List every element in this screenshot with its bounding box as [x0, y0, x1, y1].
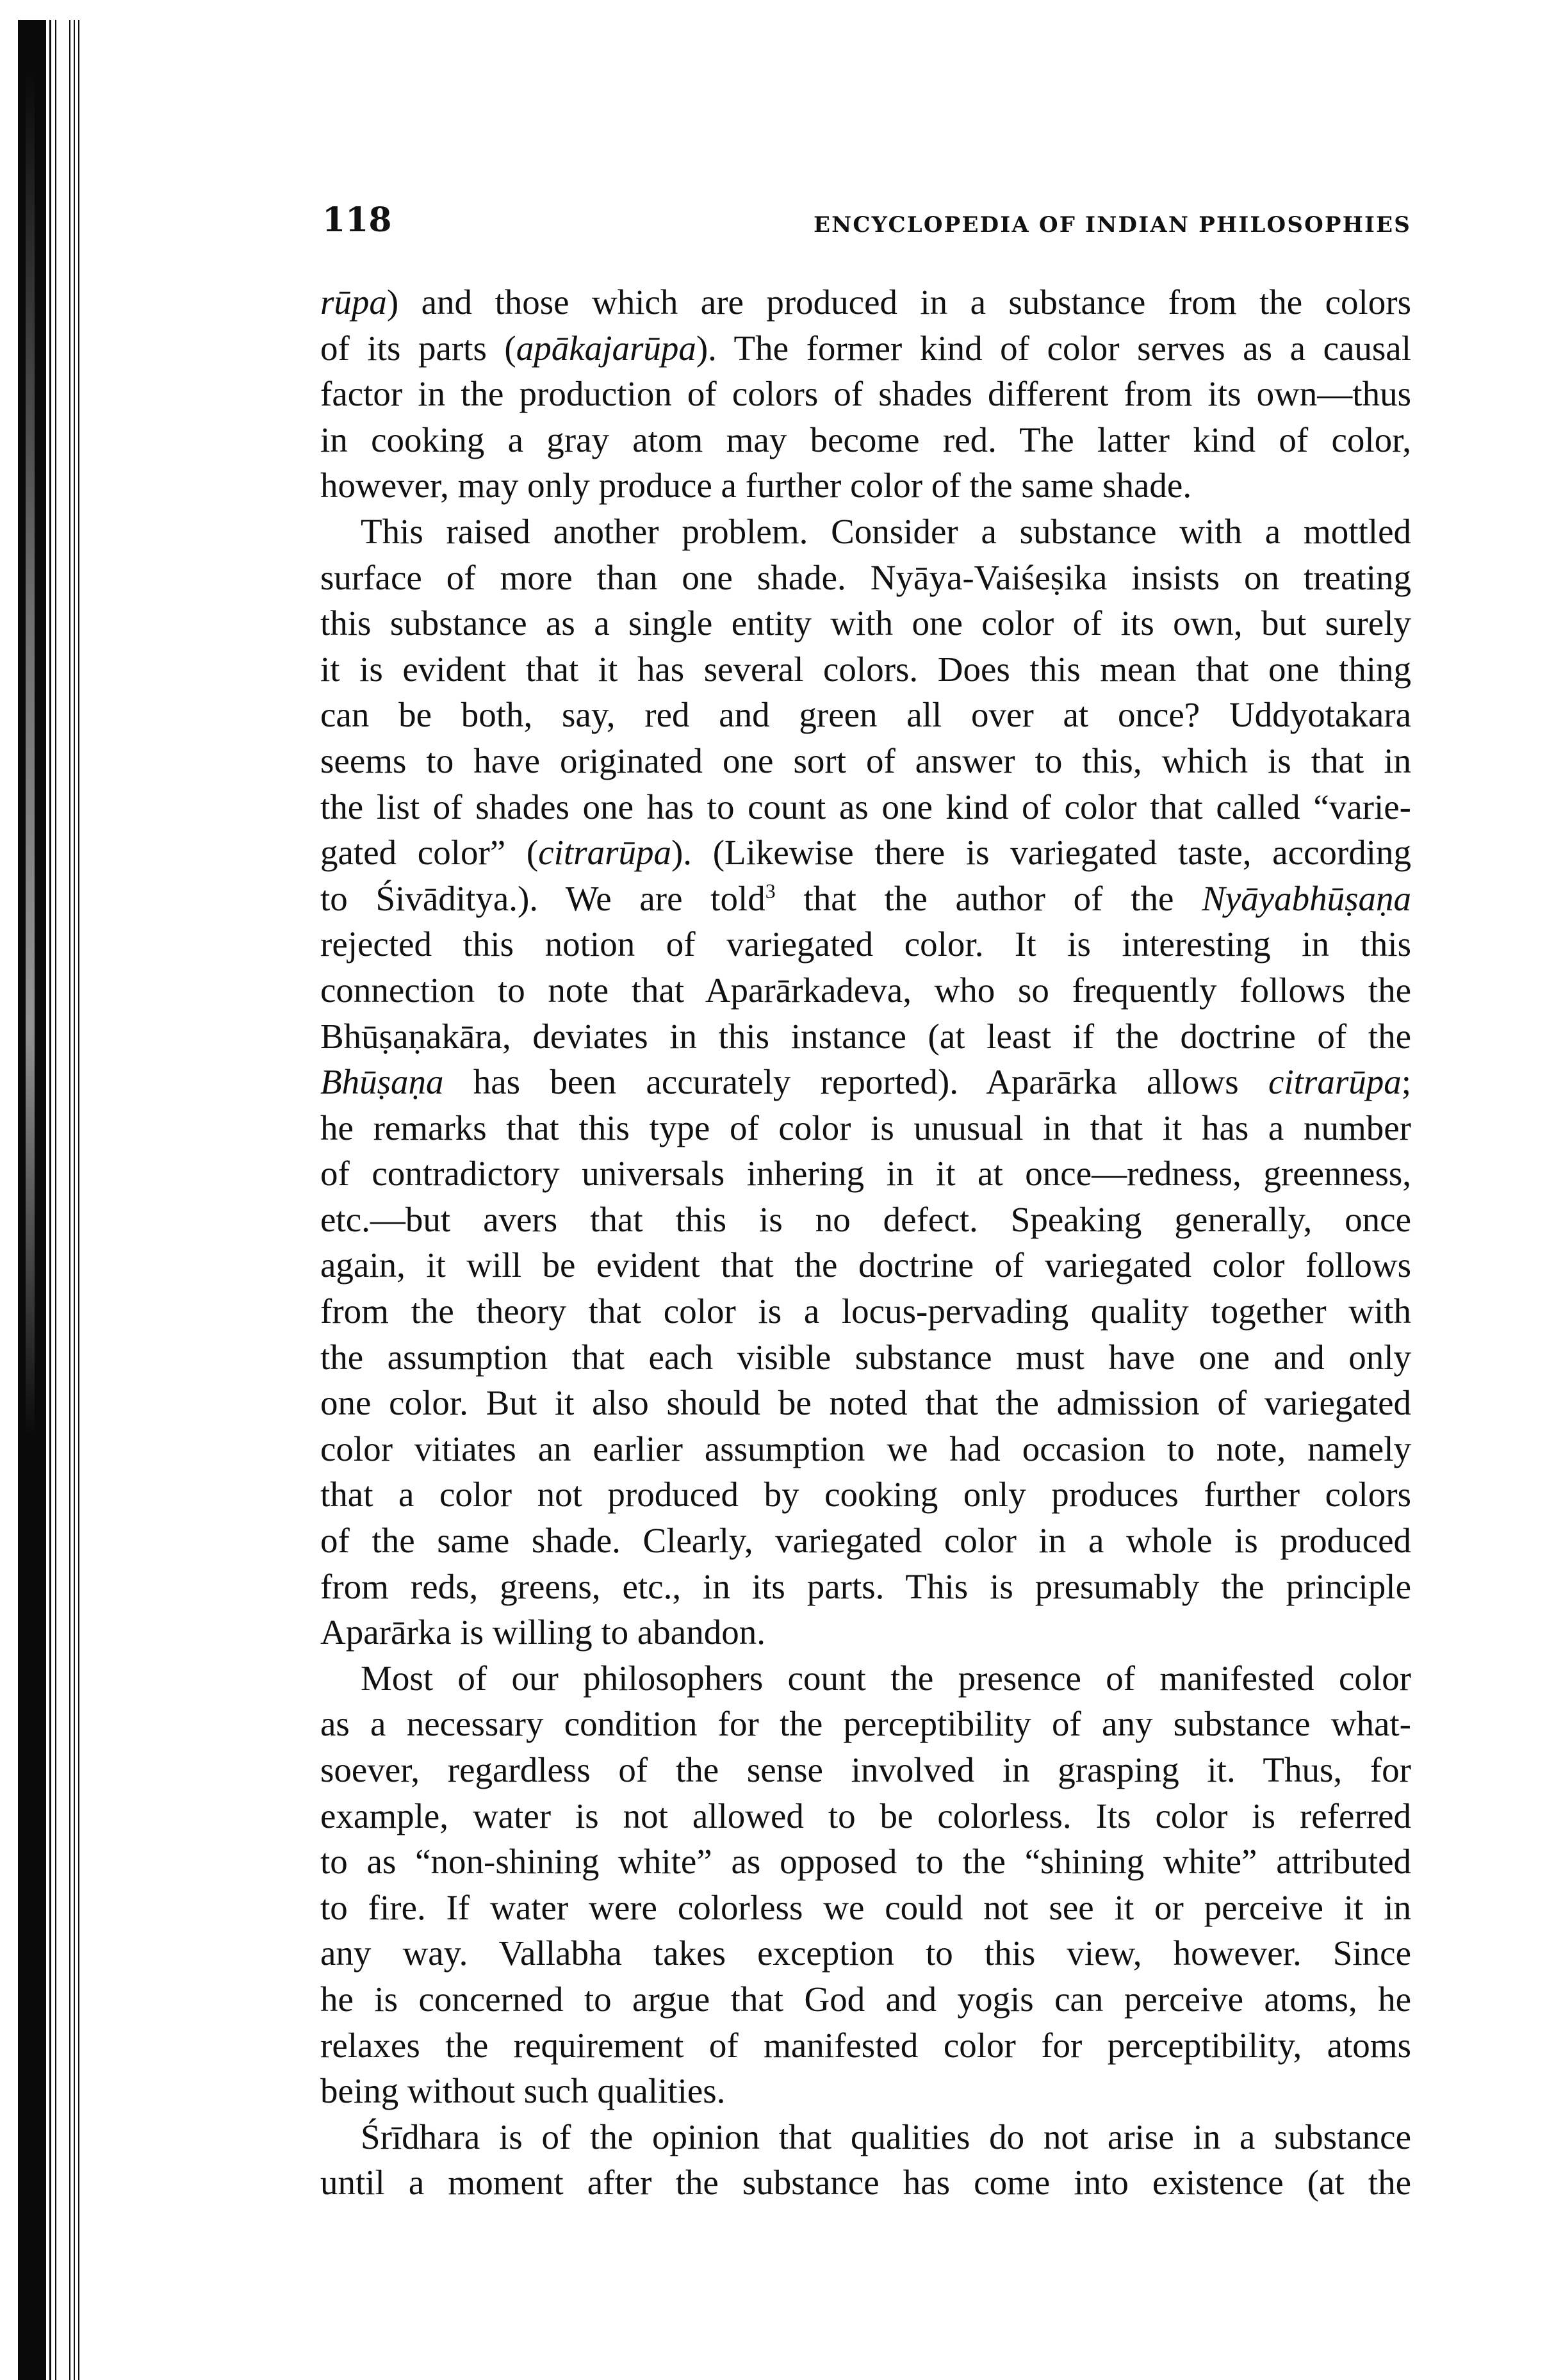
text-line	[320, 2160, 1411, 2206]
text-run: seems to have originated one sort of answer to this, which is that in	[320, 741, 1411, 780]
text-run: color vitiates an earlier assumption we had occasion to note, namely	[320, 1429, 1411, 1468]
binding-rule	[49, 20, 51, 2380]
text-line	[320, 1472, 1411, 1518]
text-line	[320, 1105, 1411, 1151]
text-run: this substance as a single entity with one color of its own, but surely	[320, 603, 1411, 643]
text-line	[320, 279, 1411, 325]
text-line	[320, 325, 1411, 372]
text-line	[320, 1518, 1411, 1564]
text-line	[320, 371, 1411, 417]
body-text	[320, 279, 1411, 2206]
text-line	[320, 692, 1411, 738]
text-run: from reds, greens, etc., in its parts. This is presumably the principle	[320, 1566, 1411, 1606]
text-run: any way. Vallabha takes exception to this view, however. Since	[320, 1933, 1411, 1973]
text-run: that the author of the	[775, 878, 1202, 918]
text-line	[320, 1288, 1411, 1334]
text-run: to fire. If water were colorless we could not see it or perceive it in	[320, 1887, 1411, 1927]
text-line	[320, 1380, 1411, 1426]
text-line	[320, 1839, 1411, 1885]
text-line	[320, 1014, 1411, 1060]
paragraph	[320, 509, 1411, 1655]
book-binding-edge	[0, 20, 83, 2380]
text-run: rejected this notion of variegated color. It is interesting in this	[320, 924, 1411, 964]
text-run: of its parts (	[320, 328, 516, 368]
text-line	[320, 417, 1411, 463]
text-run: relaxes the requirement of manifested color for perceptibility, atoms	[320, 2025, 1411, 2065]
text-line	[320, 1930, 1411, 1976]
text-run: as a necessary condition for the perceptibility of any substance what-	[320, 1704, 1411, 1744]
text-line	[320, 1976, 1411, 2023]
text-run: ). The former kind of color serves as a causal	[696, 328, 1411, 368]
text-line	[320, 921, 1411, 967]
text-run: of contradictory universals inhering in it at once—redness, greenness,	[320, 1154, 1411, 1194]
text-line	[320, 1885, 1411, 1931]
italic-term: citrarūpa	[538, 833, 671, 873]
text-line	[320, 463, 1411, 509]
text-line	[320, 1151, 1411, 1197]
text-run: the assumption that each visible substance must have one and only	[320, 1337, 1411, 1377]
binding-rule	[55, 20, 56, 2380]
text-line	[320, 1793, 1411, 1839]
text-line	[320, 1609, 1411, 1655]
text-run: Śrīdhara is of the opinion that qualities do not arise in a substance	[361, 2117, 1411, 2156]
italic-term: Bhūṣaṇa	[320, 1062, 444, 1102]
binding-rule	[69, 20, 70, 2380]
text-run: ) and those which are produced in a substance from the colors	[386, 283, 1411, 322]
text-line	[320, 967, 1411, 1014]
text-run: in cooking a gray atom may become red. The latter kind of color,	[320, 420, 1411, 459]
text-line	[320, 555, 1411, 601]
text-run: This raised another problem. Consider a substance with a mottled	[361, 511, 1411, 551]
text-line	[320, 2114, 1411, 2160]
text-run: to Śivāditya.). We are told	[320, 878, 765, 918]
paragraph	[320, 279, 1411, 509]
binding-rule	[74, 20, 75, 2380]
text-line	[320, 876, 1411, 922]
text-run: has been accurately reported). Aparārka allows	[443, 1062, 1268, 1102]
text-run: etc.—but avers that this is no defect. Speaking generally, once	[320, 1199, 1411, 1239]
text-run: gated color” (	[320, 833, 539, 873]
text-run: surface of more than one shade. Nyāya-Vaiśeṣika insists on treating	[320, 557, 1411, 597]
text-run: again, it will be evident that the doctrine of variegated color follows	[320, 1245, 1411, 1285]
text-line	[320, 1426, 1411, 1472]
text-line	[320, 1197, 1411, 1243]
text-line	[320, 784, 1411, 830]
text-run: to as “non-shining white” as opposed to the “shining white” attributed	[320, 1842, 1411, 1882]
text-run: from the theory that color is a locus-pervading quality together with	[320, 1292, 1411, 1331]
text-line	[320, 830, 1411, 876]
text-run: Aparārka is willing to abandon.	[320, 1613, 765, 1652]
text-run: connection to note that Aparārkadeva, who so frequently follows the	[320, 970, 1411, 1010]
text-line	[320, 509, 1411, 555]
text-run: factor in the production of colors of shades different from its own—thus	[320, 374, 1411, 414]
text-run: Most of our philosophers count the presence of manifested color	[361, 1658, 1411, 1698]
text-run: being without such qualities.	[320, 2071, 726, 2111]
text-run: ). (Likewise there is variegated taste, according	[671, 833, 1411, 873]
page-number: 118	[322, 201, 392, 240]
text-run: Bhūṣaṇakāra, deviates in this instance (at least if the doctrine of the	[320, 1016, 1411, 1056]
text-run: soever, regardless of the sense involved in grasping it. Thus, for	[320, 1750, 1411, 1789]
text-run: of the same shade. Clearly, variegated color in a whole is produced	[320, 1521, 1411, 1561]
text-line	[320, 1334, 1411, 1381]
text-line	[320, 1564, 1411, 1610]
footnote-marker: 3	[765, 879, 776, 903]
text-line	[320, 2023, 1411, 2069]
italic-term: citrarūpa	[1268, 1062, 1402, 1102]
text-line	[320, 1242, 1411, 1288]
text-line	[320, 646, 1411, 693]
text-run: ;	[1401, 1062, 1411, 1102]
text-run: the list of shades one has to count as one kind of color that called “varie-	[320, 787, 1411, 826]
text-run: it is evident that it has several colors. Does this mean that one thing	[320, 649, 1411, 689]
text-run: can be both, say, red and green all over at once? Uddyotakara	[320, 695, 1411, 735]
text-line	[320, 1701, 1411, 1747]
text-run: until a moment after the substance has come into existence (at the	[320, 2163, 1411, 2203]
text-run: however, may only produce a further color of the same shade.	[320, 466, 1192, 505]
text-run: he remarks that this type of color is unusual in that it has a number	[320, 1108, 1411, 1147]
running-title: ENCYCLOPEDIA OF INDIAN PHILOSOPHIES	[813, 212, 1411, 238]
paragraph	[320, 2114, 1411, 2206]
text-run: that a color not produced by cooking only produces further colors	[320, 1475, 1411, 1514]
text-line	[320, 1655, 1411, 1702]
italic-term: apākajarūpa	[516, 328, 696, 368]
paragraph	[320, 1655, 1411, 2114]
text-line	[320, 1059, 1411, 1105]
italic-term: Nyāyabhūṣaṇa	[1202, 878, 1411, 918]
text-line	[320, 1747, 1411, 1793]
binding-highlight	[26, 71, 35, 1436]
text-run: one color. But it also should be noted that the admission of variegated	[320, 1383, 1411, 1423]
italic-term: rūpa	[320, 283, 387, 322]
text-line	[320, 2068, 1411, 2114]
text-line	[320, 738, 1411, 784]
text-run: he is concerned to argue that God and yogis can perceive atoms, he	[320, 1979, 1411, 2019]
text-line	[320, 600, 1411, 646]
text-run: example, water is not allowed to be colorless. Its color is referred	[320, 1796, 1411, 1835]
binding-rule	[78, 20, 79, 2380]
